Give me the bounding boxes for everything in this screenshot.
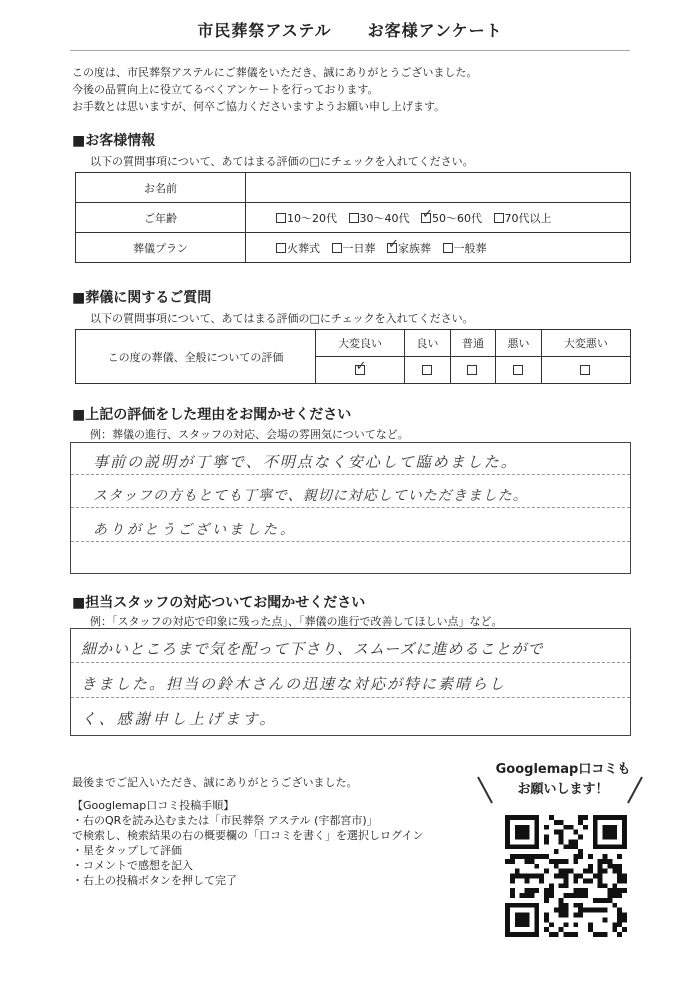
rating-question: この度の葬儀、全般についての評価 — [76, 330, 316, 384]
rating-checkbox-checked[interactable] — [355, 365, 365, 375]
rating-table — [75, 329, 631, 384]
section-funeral-questions-heading: ■葬儀に関するご質問 — [72, 290, 212, 306]
instruction-line: ・星をタップして評価 — [72, 844, 182, 857]
ruled-line — [71, 507, 630, 508]
section-staff-heading: ■担当スタッフの対応ついてお聞かせください — [72, 595, 366, 611]
plan-checkbox[interactable] — [332, 243, 342, 253]
handwritten-line: スタッフの方もとても丁寧で、親切に対応していただきました。 — [93, 488, 528, 504]
age-checkbox[interactable] — [349, 213, 359, 223]
survey-header — [0, 18, 700, 41]
age-option[interactable] — [276, 210, 337, 226]
instruction-line: ・右上の投稿ボタンを押して完了 — [72, 874, 237, 887]
reason-answer-box[interactable] — [70, 442, 631, 574]
plan-option[interactable] — [332, 240, 376, 256]
age-checkbox[interactable] — [494, 213, 504, 223]
customer-info-table — [75, 172, 631, 263]
plan-checkbox[interactable] — [443, 243, 453, 253]
ruled-line — [71, 474, 630, 475]
header-divider — [70, 50, 630, 51]
plan-option-label: 家族葬 — [398, 241, 431, 255]
age-label: ご年齢 — [76, 203, 246, 233]
thanks-message: 最後までご記入いただき、誠にありがとうございました。 — [72, 776, 358, 789]
rating-cell — [496, 357, 542, 384]
plan-checkbox[interactable] — [276, 243, 286, 253]
name-field[interactable] — [246, 173, 631, 203]
age-option[interactable] — [349, 210, 410, 226]
rating-cell — [450, 357, 496, 384]
plan-option-label: 一日葬 — [342, 241, 376, 255]
ruled-line — [71, 697, 630, 698]
rating-checkbox[interactable] — [422, 365, 432, 375]
handwritten-line: く、感謝申し上げます。 — [81, 710, 278, 728]
rating-header: 良い — [405, 330, 451, 357]
section-reason-example: 例：葬儀の進行、スタッフの対応、会場の雰囲気についてなど。 — [90, 428, 409, 441]
age-checkbox-checked[interactable] — [421, 213, 431, 223]
section-customer-info-heading: ■お客様情報 — [72, 133, 156, 149]
section-customer-info-instructions: 以下の質問事項について、あてはまる評価の□にチェックを入れてください。 — [90, 155, 474, 168]
age-option-label: 30～40代 — [359, 211, 410, 225]
section-staff-example: 例：「スタッフの対応で印象に残った点」、「葬儀の進行で改善してほしい点」など。 — [90, 615, 503, 628]
rating-checkbox[interactable] — [513, 365, 523, 375]
age-option-label: 10～20代 — [287, 211, 337, 225]
instruction-line: 【Googlemap口コミ投稿手順】 — [72, 799, 235, 812]
googlemap-callout-line: Googlemap口コミも — [495, 762, 631, 777]
intro-line: この度は、市民葬祭アステルにご葬儀をいただき、誠にありがとうございました。 — [72, 66, 478, 79]
rating-header: 大変良い — [316, 330, 405, 357]
plan-options — [246, 233, 631, 263]
instruction-line: で検索し、検索結果の右の概要欄の「口コミを書く」を選択しログイン — [72, 829, 424, 842]
ruled-line — [71, 541, 630, 542]
staff-answer-box[interactable] — [70, 628, 631, 736]
intro-line: お手数とは思いますが、何卒ご協力くださいますようお願い申し上げます。 — [72, 100, 446, 113]
survey-title: お客様アンケート — [367, 21, 503, 40]
plan-checkbox-checked[interactable] — [387, 243, 397, 253]
handwritten-line: 細かいところまで気を配って下さり、スムーズに進めることがで — [81, 640, 544, 658]
intro-text — [72, 64, 477, 115]
age-option[interactable] — [494, 210, 552, 226]
rating-cell — [405, 357, 451, 384]
rating-header: 大変悪い — [541, 330, 630, 357]
plan-option[interactable] — [443, 240, 487, 256]
age-checkbox[interactable] — [276, 213, 286, 223]
googlemap-callout-line: お願いします！ — [517, 782, 609, 797]
plan-option[interactable] — [387, 240, 431, 256]
rating-checkbox[interactable] — [580, 365, 590, 375]
qr-code[interactable] — [505, 815, 627, 937]
instruction-line: ・コメントで感想を記入 — [72, 859, 193, 872]
section-reason-heading: ■上記の評価をした理由をお聞かせください — [72, 407, 352, 423]
googlemap-callout — [488, 760, 638, 800]
age-option[interactable] — [421, 210, 482, 226]
company-name: 市民葬祭アステル — [197, 21, 332, 40]
rating-cell — [316, 357, 405, 384]
plan-option-label: 火葬式 — [287, 241, 320, 255]
handwritten-line: ありがとうございました。 — [93, 522, 297, 538]
age-option-label: 70代以上 — [504, 211, 552, 225]
section-funeral-questions-instructions: 以下の質問事項について、あてはまる評価の□にチェックを入れてください。 — [90, 312, 474, 325]
intro-line: 今後の品質向上に役立てるべくアンケートを行っております。 — [72, 83, 379, 96]
instruction-line: ・右のQRを読み込むまたは「市民葬祭 アステル (宇都宮市)」 — [72, 814, 378, 827]
name-label: お名前 — [76, 173, 246, 203]
handwritten-line: 事前の説明が丁寧で、不明点なく安心して臨めました。 — [93, 453, 518, 471]
plan-label: 葬儀プラン — [76, 233, 246, 263]
age-options — [246, 203, 631, 233]
rating-header: 悪い — [496, 330, 542, 357]
plan-option[interactable] — [276, 240, 320, 256]
plan-option-label: 一般葬 — [453, 241, 487, 255]
rating-cell — [541, 357, 630, 384]
googlemap-instructions — [72, 798, 423, 888]
handwritten-line: きました。担当の鈴木さんの迅速な対応が特に素晴らし — [81, 675, 507, 693]
ruled-line — [71, 662, 630, 663]
rating-header: 普通 — [450, 330, 496, 357]
age-option-label: 50～60代 — [432, 211, 482, 225]
rating-checkbox[interactable] — [467, 365, 477, 375]
